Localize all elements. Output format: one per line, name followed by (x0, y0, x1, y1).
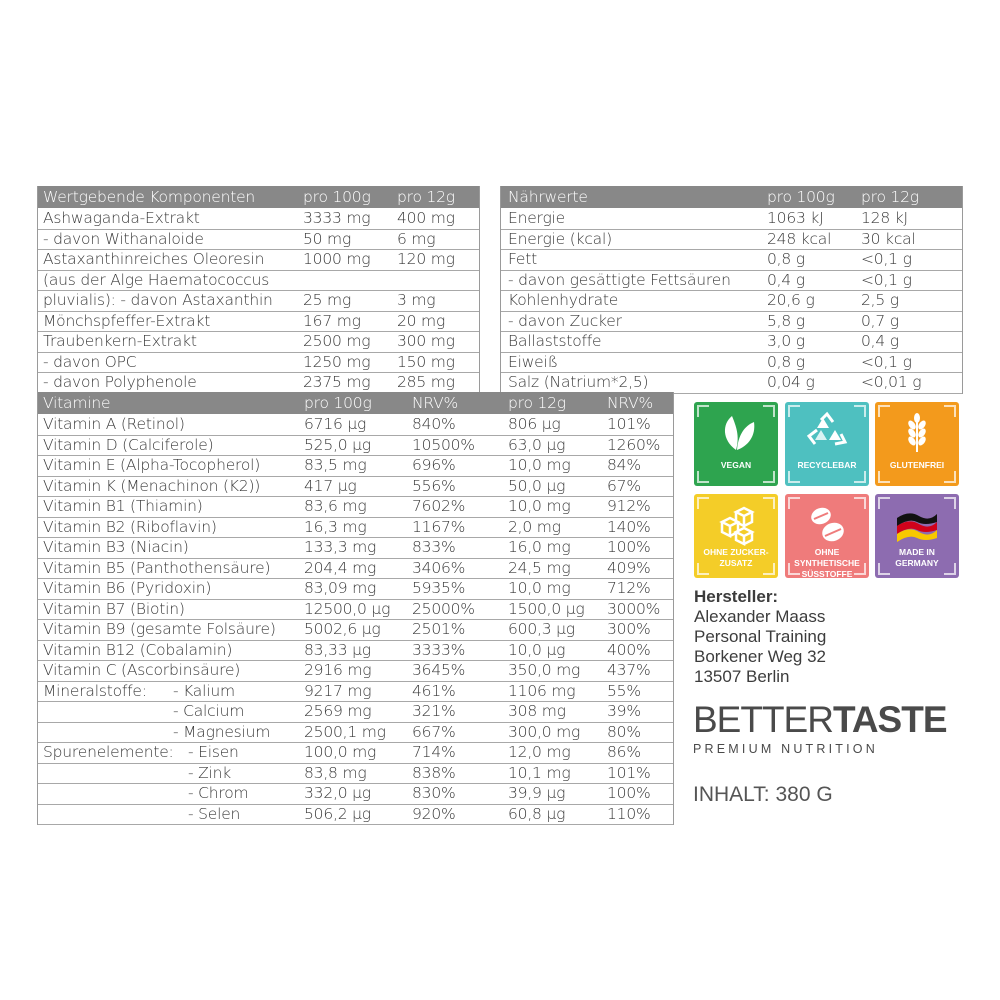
table-cell: - Zink (188, 763, 232, 782)
table-row (38, 682, 673, 703)
table-cell: 16,3 mg (304, 517, 367, 536)
table-cell: Vitamin B9 (gesamte Folsäure) (43, 620, 276, 638)
table-cell: 0,8 g (767, 250, 805, 268)
table-cell: 10500% (412, 435, 475, 454)
badge-recyclebar (785, 402, 869, 486)
table-cell: Energie (kcal) (508, 229, 612, 248)
table-cell: 55% (607, 681, 641, 700)
table-cell: Vitamine (43, 394, 111, 412)
table-cell: 912% (607, 497, 651, 515)
table-cell: 350,0 mg (508, 661, 581, 679)
table-cell: 25 mg (303, 291, 352, 309)
badge-label: GLUTENFREI (889, 460, 945, 470)
table-header (501, 186, 962, 209)
table-cell: - Calcium (173, 702, 245, 720)
table-cell: 83,09 mg (304, 579, 377, 597)
table-cell: Vitamin B5 (Panthothensäure) (43, 558, 271, 577)
table-cell: Vitamin B1 (Thiamin) (43, 497, 203, 515)
nutrition-table (500, 186, 963, 394)
table-cell: 3645% (412, 661, 466, 679)
table-cell: 12,0 mg (508, 743, 571, 761)
table-cell: 10,0 mg (508, 456, 571, 474)
table-cell: 461% (412, 681, 456, 700)
table-cell: Vitamin B7 (Biotin) (43, 599, 185, 618)
table-cell: Nährwerte (508, 188, 588, 206)
table-cell: Vitamin D (Calciferole) (43, 435, 214, 454)
table-cell: 2569 mg (304, 702, 372, 720)
table-cell: 10,0 mg (508, 497, 571, 515)
leaf-icon (714, 410, 758, 454)
table-cell: 285 mg (397, 373, 455, 391)
table-cell: 150 mg (397, 352, 455, 371)
table-cell: Ashwaganda-Extrakt (43, 209, 200, 227)
table-row (38, 291, 479, 312)
table-cell: 30 kcal (861, 229, 916, 248)
table-row (501, 353, 962, 374)
brand-tagline: PREMIUM NUTRITION (693, 742, 878, 756)
badge-ohne-zucker-zusatz (694, 494, 778, 578)
table-cell: 83,8 mg (304, 763, 367, 782)
table-cell: Kohlenhydrate (508, 291, 619, 309)
table-cell: Eiweiß (508, 352, 558, 371)
table-cell: 101% (607, 415, 651, 433)
table-cell: Mineralstoffe: (43, 681, 147, 700)
table-row (38, 600, 673, 621)
table-cell: 6716 µg (304, 415, 367, 433)
table-cell: 10,0 µg (508, 640, 566, 659)
table-row (38, 415, 673, 436)
table-cell: 400 mg (397, 209, 455, 227)
table-cell: 140% (607, 517, 651, 536)
table-cell: 830% (412, 784, 456, 802)
table-cell: pro 12g (397, 188, 455, 206)
table-cell: - davon Withanaloide (43, 229, 204, 248)
table-cell: 1500,0 µg (508, 599, 585, 618)
manufacturer-line: Alexander Maass (694, 607, 826, 626)
table-cell: 83,6 mg (304, 497, 367, 515)
manufacturer-line: Personal Training (694, 627, 827, 646)
table-cell: 1106 mg (508, 681, 576, 700)
table-row (38, 764, 673, 785)
table-cell: 60,8 µg (508, 804, 566, 823)
table-cell: 506,2 µg (304, 804, 371, 823)
table-cell: 83,5 mg (304, 456, 367, 474)
table-cell: 10,1 mg (508, 763, 571, 782)
table-cell: 1167% (412, 517, 466, 536)
table-cell: 20 mg (397, 311, 446, 330)
table-cell: <0,01 g (861, 373, 922, 391)
table-cell: 3000% (607, 599, 661, 618)
table-cell: 133,3 mg (304, 538, 377, 556)
table-cell: 101% (607, 763, 651, 782)
table-cell: 556% (412, 476, 456, 495)
table-cell: - davon Polyphenole (43, 373, 197, 391)
wheat-icon (895, 410, 939, 454)
table-cell: 332,0 µg (304, 784, 371, 802)
table-cell: 3333% (412, 640, 466, 659)
table-row (38, 620, 673, 641)
manufacturer-line: 13507 Berlin (694, 667, 790, 686)
table-row (38, 497, 673, 518)
table-row (501, 250, 962, 271)
table-cell: pro 100g (767, 188, 835, 206)
table-cell: 0,7 g (861, 311, 899, 330)
table-cell: 5,8 g (767, 311, 805, 330)
table-cell: 83,33 µg (304, 640, 371, 659)
table-cell: 16,0 mg (508, 538, 571, 556)
table-cell: - davon Zucker (508, 311, 622, 330)
table-cell: 667% (412, 722, 456, 741)
table-row (501, 312, 962, 333)
table-cell: 2500 mg (303, 332, 371, 350)
table-cell: Spurenelemente: (43, 743, 174, 761)
components-table (37, 186, 480, 394)
table-row (38, 518, 673, 539)
brand-part1: BETTER (693, 699, 833, 740)
table-row (38, 230, 479, 251)
content-amount: INHALT: 380 G (693, 783, 833, 806)
table-cell: 120 mg (397, 250, 455, 268)
table-cell: 3406% (412, 558, 466, 577)
table-cell: 128 kJ (861, 209, 908, 227)
table-cell: 525,0 µg (304, 435, 371, 454)
table-cell: Vitamin B3 (Niacin) (43, 538, 189, 556)
table-row (38, 641, 673, 662)
table-cell: pro 12g (508, 394, 566, 412)
table-row (501, 291, 962, 312)
table-cell: 80% (607, 722, 641, 741)
table-row (38, 456, 673, 477)
table-row (501, 271, 962, 292)
table-cell: 300,0 mg (508, 722, 581, 741)
table-cell: 2501% (412, 620, 466, 638)
table-cell: 0,4 g (767, 270, 805, 289)
table-row (38, 209, 479, 230)
badge-ohne-synthetische-süsstoffe (785, 494, 869, 578)
table-cell: Fett (508, 250, 537, 268)
table-cell: 1000 mg (303, 250, 371, 268)
table-cell: 3 mg (397, 291, 436, 309)
table-cell: NRV% (607, 394, 654, 412)
badge-label: RECYCLEBAR (797, 460, 857, 470)
table-cell: - davon gesättigte Fettsäuren (508, 270, 731, 289)
sugar-cubes-icon (714, 502, 758, 546)
table-cell: 300 mg (397, 332, 455, 350)
table-cell: 0,04 g (767, 373, 815, 391)
table-cell: 838% (412, 763, 456, 782)
table-cell: Vitamin C (Ascorbinsäure) (43, 661, 241, 679)
table-cell: pro 100g (304, 394, 372, 412)
table-cell: pro 12g (861, 188, 919, 206)
table-cell: 5935% (412, 579, 466, 597)
table-cell: 3,0 g (767, 332, 805, 350)
table-cell: 2375 mg (303, 373, 371, 391)
table-cell: 24,5 mg (508, 558, 571, 577)
vitamins-table (37, 392, 674, 825)
table-cell: 5002,6 µg (304, 620, 381, 638)
table-row (38, 579, 673, 600)
brand-part2: TASTE (832, 699, 947, 740)
table-row (38, 784, 673, 805)
table-row (38, 743, 673, 764)
table-row (38, 332, 479, 353)
table-row (38, 353, 479, 374)
badge-label: OHNE ZUCKER-ZUSATZ (703, 547, 769, 568)
table-cell: 806 µg (508, 415, 561, 433)
table-cell: 100% (607, 784, 651, 802)
table-cell: 248 kcal (767, 229, 832, 248)
table-cell: Salz (Natrium*2,5) (508, 373, 649, 391)
table-row (38, 559, 673, 580)
badge-made-in-germany (875, 494, 959, 578)
table-cell: 12500,0 µg (304, 599, 391, 618)
badge-vegan (694, 402, 778, 486)
table-cell: 20,6 g (767, 291, 815, 309)
table-cell: 9217 mg (304, 681, 372, 700)
recycle-icon (805, 410, 849, 454)
table-cell: Ballaststoffe (508, 332, 602, 350)
table-header (38, 392, 673, 415)
table-cell: <0,1 g (861, 352, 912, 371)
table-cell: 2,0 mg (508, 517, 561, 536)
table-cell: 204,4 mg (304, 558, 377, 577)
table-row (38, 271, 479, 292)
table-cell: 50 mg (303, 229, 352, 248)
table-cell: 0,8 g (767, 352, 805, 371)
table-row (38, 538, 673, 559)
table-row (501, 373, 962, 394)
table-cell: 63,0 µg (508, 435, 566, 454)
table-cell: 39% (607, 702, 641, 720)
table-cell: Traubenkern-Extrakt (43, 332, 197, 350)
tablets-icon (805, 502, 849, 546)
table-cell: 437% (607, 661, 651, 679)
table-cell: Mönchspfeffer-Extrakt (43, 311, 211, 330)
table-cell: 3333 mg (303, 209, 371, 227)
table-cell: - davon OPC (43, 352, 137, 371)
table-cell: 714% (412, 743, 456, 761)
table-cell: 920% (412, 804, 456, 823)
manufacturer-heading: Hersteller: (694, 587, 779, 606)
table-header (38, 186, 479, 209)
table-cell: (aus der Alge Haematococcus (43, 270, 270, 289)
table-cell: 84% (607, 456, 641, 474)
table-cell: Vitamin B6 (Pyridoxin) (43, 579, 212, 597)
table-cell: 0,4 g (861, 332, 899, 350)
german-flag-icon (895, 502, 939, 546)
table-cell: 100% (607, 538, 651, 556)
table-cell: - Magnesium (173, 722, 271, 741)
table-cell: Energie (508, 209, 565, 227)
badge-glutenfrei (875, 402, 959, 486)
table-row (38, 477, 673, 498)
table-cell: 86% (607, 743, 641, 761)
table-cell: 10,0 mg (508, 579, 571, 597)
table-cell: 25000% (412, 599, 475, 618)
table-cell: 6 mg (397, 229, 436, 248)
brand-logo (693, 700, 947, 756)
table-row (38, 312, 479, 333)
table-cell: pro 100g (303, 188, 371, 206)
table-cell: <0,1 g (861, 270, 912, 289)
table-cell: Wertgebende Komponenten (43, 188, 256, 206)
table-cell: 712% (607, 579, 651, 597)
table-cell: 110% (607, 804, 651, 823)
table-cell: Astaxanthinreiches Oleoresin (43, 250, 265, 268)
table-cell: 300% (607, 620, 651, 638)
table-cell: <0,1 g (861, 250, 912, 268)
table-row (501, 209, 962, 230)
badge-label: OHNE SYNTHETISCHE SÜSSTOFFE (794, 547, 860, 579)
badge-label: VEGAN (720, 460, 752, 470)
table-cell: NRV% (412, 394, 459, 412)
table-row (38, 250, 479, 271)
table-cell: - Kalium (173, 681, 235, 700)
table-cell: Vitamin A (Retinol) (43, 415, 185, 433)
table-row (501, 332, 962, 353)
table-cell: 2500,1 mg (304, 722, 386, 741)
table-row (38, 436, 673, 457)
table-cell: 417 µg (304, 476, 357, 495)
table-cell: 50,0 µg (508, 476, 566, 495)
table-cell: Vitamin K (Menachinon (K2)) (43, 476, 261, 495)
table-cell: 321% (412, 702, 456, 720)
table-cell: 1063 kJ (767, 209, 824, 227)
table-row (38, 723, 673, 744)
table-cell: 2916 mg (304, 661, 372, 679)
table-cell: Vitamin B2 (Riboflavin) (43, 517, 217, 536)
table-cell: 409% (607, 558, 651, 577)
table-cell: 600,3 µg (508, 620, 575, 638)
table-cell: 2,5 g (861, 291, 899, 309)
table-cell: 1260% (607, 435, 661, 454)
table-cell: - Chrom (188, 784, 249, 802)
manufacturer-line: Borkener Weg 32 (694, 647, 826, 666)
table-row (38, 805, 673, 826)
table-cell: 308 mg (508, 702, 566, 720)
badge-label: MADE IN GERMANY (895, 547, 939, 568)
table-row (38, 661, 673, 682)
table-cell: 67% (607, 476, 641, 495)
table-cell: - Eisen (188, 743, 239, 761)
table-cell: 7602% (412, 497, 466, 515)
table-cell: 840% (412, 415, 456, 433)
table-cell: 400% (607, 640, 651, 659)
table-cell: Vitamin B12 (Cobalamin) (43, 640, 233, 659)
table-row (38, 702, 673, 723)
table-cell: 167 mg (303, 311, 361, 330)
table-cell: 1250 mg (303, 352, 371, 371)
table-cell: 696% (412, 456, 456, 474)
table-cell: 39,9 µg (508, 784, 566, 802)
table-row (501, 230, 962, 251)
table-cell: pluvialis): - davon Astaxanthin (43, 291, 273, 309)
table-cell: - Selen (188, 804, 241, 823)
table-cell: 833% (412, 538, 456, 556)
table-cell: 100,0 mg (304, 743, 377, 761)
table-cell: Vitamin E (Alpha-Tocopherol) (43, 456, 261, 474)
table-row (38, 373, 479, 394)
